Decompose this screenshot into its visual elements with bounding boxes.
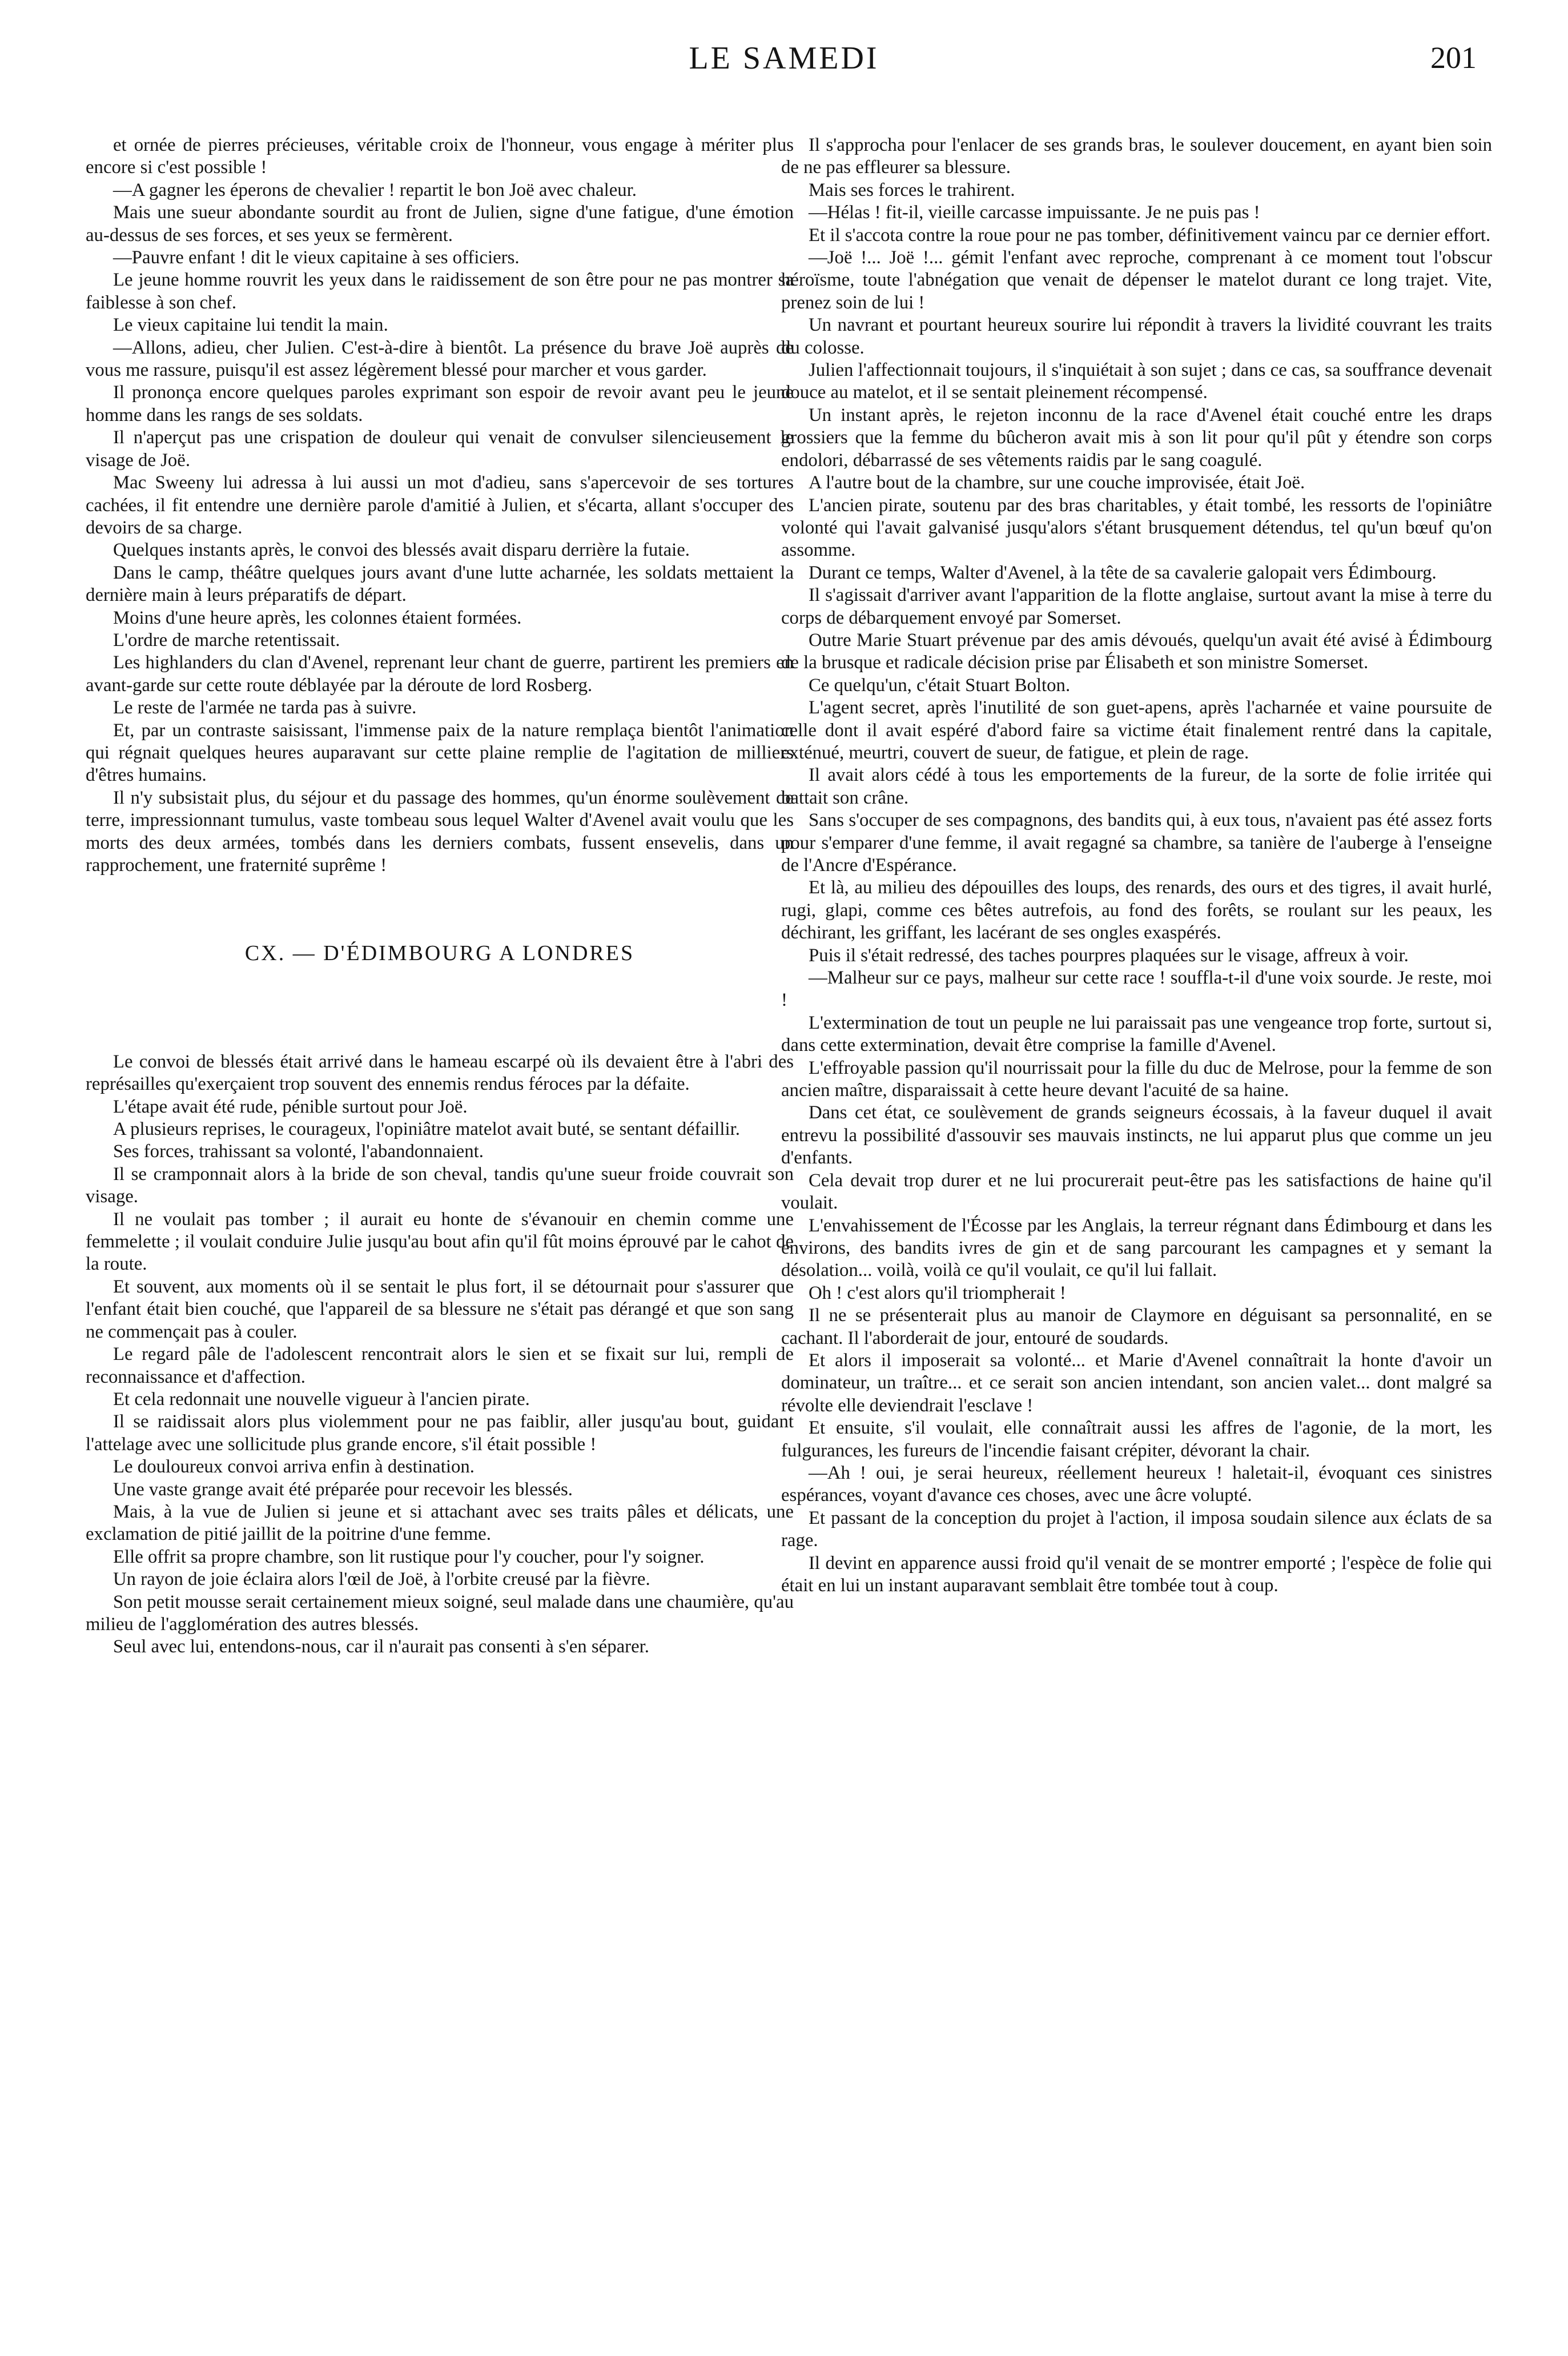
publication-title: LE SAMEDI <box>689 41 879 76</box>
paragraph: Et il s'accota contre la roue pour ne pas tomber, définitivement vaincu par ce dernier effort. <box>809 224 1491 246</box>
paragraph: Il prononça encore quelques paroles exprimant son espoir de revoir avant peu le jeune homme dans les rangs de ses soldats. <box>86 382 794 426</box>
paragraph: Seul avec lui, entendons-nous, car il n'aurait pas consenti à s'en séparer. <box>113 1636 649 1657</box>
paragraph: Et ensuite, s'il voulait, elle connaîtrait aussi les affres de l'agonie, de la mort, les fulgurances, les fureurs de l'incendie faisant crépiter, dévorant la chair. <box>781 1418 1492 1461</box>
section-title: CX. — D'ÉDIMBOURG A LONDRES <box>244 941 635 966</box>
paragraph: —Malheur sur ce pays, malheur sur cette race ! souffla-t-il d'une voix sourde. Je reste, moi ! <box>781 968 1492 1011</box>
paragraph: Son petit mousse serait certainement mieux soigné, seul malade dans une chaumière, qu'au milieu de l'agglomération des autres blessés. <box>86 1591 794 1635</box>
paragraph: L'envahissement de l'Écosse par les Anglais, la terreur régnant dans Édimbourg et dans les environs, des bandits ivres de gin et de sang parcourant les campagnes et y semant la désolation... voilà, voilà ce qu'il voulait, ce qu'il lui fallait. <box>781 1215 1492 1281</box>
paragraph: Et souvent, aux moments où il se sentait le plus fort, il se détournait pour s'assurer que l'enfant était bien couché, que l'appareil de sa blessure ne s'était pas dérangé et que son sang ne commençait pas à couler. <box>86 1276 794 1342</box>
paragraph: Il n'aperçut pas une crispation de douleur qui venait de convulser silencieusement le visage de Joë. <box>86 427 794 471</box>
paragraph: Durant ce temps, Walter d'Avenel, à la tête de sa cavalerie galopait vers Édimbourg. <box>809 562 1437 583</box>
paragraph: Le vieux capitaine lui tendit la main. <box>113 315 388 336</box>
paragraph: Et alors il imposerait sa volonté... et Marie d'Avenel connaîtrait la honte d'avoir un dominateur, un traître... et ce serait son ancien intendant, son ancien valet... dont malgré sa révolte elle deviendrait l'esclave ! <box>781 1350 1492 1416</box>
paragraph: Une vaste grange avait été préparée pour recevoir les blessés. <box>113 1479 573 1500</box>
paragraph: —Ah ! oui, je serai heureux, réellement heureux ! haletait-il, évoquant ces sinistres espérances, voyant d'avance ces choses, avec une âcre volupté. <box>781 1462 1492 1506</box>
paragraph: Puis il s'était redressé, des taches pourpres plaquées sur le visage, affreux à voir. <box>809 945 1409 966</box>
paragraph: Ses forces, trahissant sa volonté, l'abandonnaient. <box>113 1141 484 1162</box>
paragraph: L'étape avait été rude, pénible surtout pour Joë. <box>113 1096 468 1117</box>
left-column <box>86 134 794 1659</box>
paragraph: Et passant de la conception du projet à l'action, il imposa soudain silence aux éclats de sa rage. <box>781 1507 1492 1551</box>
left-column-paragraphs <box>86 134 794 877</box>
paragraph: L'ancien pirate, soutenu par des bras charitables, y était tombé, les ressorts de l'opiniâtre volonté qui l'avait galvanisé jusqu'alors s'étant brusquement détendus, tel qu'un bœuf qu'on assomme. <box>781 495 1492 561</box>
paragraph: A l'autre bout de la chambre, sur une couche improvisée, était Joë. <box>809 472 1305 493</box>
paragraph: —Allons, adieu, cher Julien. C'est-à-dire à bientôt. La présence du brave Joë auprès de vous me rassure, puisqu'il est assez légèrement blessé pour marcher et vous garder. <box>86 337 794 381</box>
paragraph: Les highlanders du clan d'Avenel, reprenant leur chant de guerre, partirent les premiers en avant-garde sur cette route déblayée par la déroute de lord Rosberg. <box>86 652 794 696</box>
paragraph: Oh ! c'est alors qu'il triompherait ! <box>809 1282 1066 1303</box>
paragraph: Le convoi de blessés était arrivé dans le hameau escarpé où ils devaient être à l'abri des représailles qu'exerçaient trop souvent des ennemis rendus féroces par la défaite. <box>86 1051 794 1095</box>
paragraph: —Pauvre enfant ! dit le vieux capitaine à ses officiers. <box>113 247 520 268</box>
paragraph: Et, par un contraste saisissant, l'immense paix de la nature remplaça bientôt l'animation qui régnait quelques heures auparavant sur cette plaine remplie de l'agitation de milliers d'êtres humains. <box>86 720 794 786</box>
paragraph: L'extermination de tout un peuple ne lui paraissait pas une vengeance trop forte, surtout si, dans cette extermination, devait être comprise la famille d'Avenel. <box>781 1012 1492 1056</box>
paragraph: —A gagner les éperons de chevalier ! repartit le bon Joë avec chaleur. <box>113 179 637 200</box>
running-head <box>91 40 1477 80</box>
paragraph: Il se raidissait alors plus violemment pour ne pas faiblir, aller jusqu'au bout, guidant l'attelage avec une sollicitude plus grande encore, s'il était possible ! <box>86 1411 794 1455</box>
paragraph: Le regard pâle de l'adolescent rencontrait alors le sien et se fixait sur lui, rempli de reconnaissance et d'affection. <box>86 1344 794 1387</box>
paragraph: Outre Marie Stuart prévenue par des amis dévoués, quelqu'un avait été avisé à Édimbourg de la brusque et radicale décision prise par Élisabeth et son ministre Somerset. <box>781 629 1492 673</box>
paragraph: Julien l'affectionnait toujours, il s'inquiétait à son sujet ; dans ce cas, sa souffrance devenait douce au matelot, et il se sentait pleinement récompensé. <box>781 360 1492 403</box>
paragraph: Et là, au milieu des dépouilles des loups, des renards, des ours et des tigres, il avait hurlé, rugi, glapi, comme ces bêtes autrefois, au fond des forêts, se roulant sur les peaux, les déchirant, les griffant, les lacérant de ses ongles exaspérés. <box>781 877 1492 944</box>
paragraph: Un instant après, le rejeton inconnu de la race d'Avenel était couché entre les draps grossiers que la femme du bûcheron avait mis à son lit pour qu'il pût y étendre son corps endolori, débarrassé de ses vêtements raidis par le sang coagulé. <box>781 404 1492 471</box>
paragraph: Il devint en apparence aussi froid qu'il venait de se montrer emporté ; l'espèce de folie qui était en lui un instant auparavant semblait être tombée tout à coup. <box>781 1552 1492 1596</box>
paragraph: L'ordre de marche retentissait. <box>113 629 340 651</box>
paragraph: Il s'agissait d'arriver avant l'apparition de la flotte anglaise, surtout avant la mise à terre du corps de débarquement envoyé par Somerset. <box>781 585 1492 628</box>
paragraph: Ce quelqu'un, c'était Stuart Bolton. <box>809 675 1071 696</box>
paragraph: Moins d'une heure après, les colonnes étaient formées. <box>113 607 522 628</box>
paragraph: Elle offrit sa propre chambre, son lit rustique pour l'y coucher, pour l'y soigner. <box>113 1546 705 1567</box>
paragraph: L'agent secret, après l'inutilité de son guet-apens, après l'acharnée et vaine poursuite de celle dont il avait espéré d'abord faire sa victime était finalement rentré dans la capitale, exténué, meurtri, couvert de sueur, de fatigue, et plein de rage. <box>781 697 1492 763</box>
paragraph: Mais ses forces le trahirent. <box>809 179 1015 200</box>
paragraph: Il ne voulait pas tomber ; il aurait eu honte de s'évanouir en chemin comme une femmelette ; il voulait conduire Julie jusqu'au bout afin qu'il fût moins éprouvé par le cahot de la route. <box>86 1209 794 1275</box>
right-column <box>781 134 1492 1597</box>
paragraph: Il avait alors cédé à tous les emportements de la fureur, de la sorte de folie irritée qui battait son crâne. <box>781 765 1492 808</box>
paragraph: Un rayon de joie éclaira alors l'œil de Joë, à l'orbite creusé par la fièvre. <box>113 1569 650 1590</box>
paragraph: Un navrant et pourtant heureux sourire lui répondit à travers la lividité couvrant les traits du colosse. <box>781 315 1492 358</box>
right-column-paragraphs <box>781 134 1492 1597</box>
paragraph: Le jeune homme rouvrit les yeux dans le raidissement de son être pour ne pas montrer sa faiblesse à son chef. <box>86 270 794 313</box>
paragraph: Il n'y subsistait plus, du séjour et du passage des hommes, qu'un énorme soulèvement de terre, impressionnant tumulus, vaste tombeau sous lequel Walter d'Avenel avait voulu que les morts des deux armées, tombés dans les derniers combats, fussent ensevelis, dans un rapprochement, une fraternité suprême ! <box>86 787 794 876</box>
paragraph: Mais, à la vue de Julien si jeune et si attachant avec ses traits pâles et délicats, une exclamation de pitié jaillit de la poitrine d'une femme. <box>86 1501 794 1545</box>
paragraph: Quelques instants après, le convoi des blessés avait disparu derrière la futaie. <box>113 540 690 561</box>
page-number: 201 <box>1430 41 1477 75</box>
paragraph: —Joë !... Joë !... gémit l'enfant avec reproche, comprenant à ce moment tout l'obscur héroïsme, toute l'abnégation que venait de dépenser le matelot durant ce long trajet. Vite, prenez soin de lui ! <box>781 247 1492 313</box>
paragraph: Le reste de l'armée ne tarda pas à suivre. <box>113 697 417 719</box>
paragraph: Le douloureux convoi arriva enfin à destination. <box>113 1456 475 1478</box>
paragraph: Sans s'occuper de ses compagnons, des bandits qui, à eux tous, n'avaient pas été assez forts pour s'emparer d'une femme, il avait regagné sa chambre, sa tanière de l'auberge à l'enseigne de l'Ancre d'Espérance. <box>781 810 1492 876</box>
paragraph: Mais une sueur abondante sourdit au front de Julien, signe d'une fatigue, d'une émotion au-dessus de ses forces, et ses yeux se fermèrent. <box>86 202 794 246</box>
paragraph: Dans cet état, ce soulèvement de grands seigneurs écossais, à la faveur duquel il avait entrevu la possibilité d'assouvir ses mauvais instincts, ne lui apparut plus que comme un jeu d'enfants. <box>781 1102 1492 1169</box>
paragraph: —Hélas ! fit-il, vieille carcasse impuissante. Je ne puis pas ! <box>809 202 1260 223</box>
paragraph: Il s'approcha pour l'enlacer de ses grands bras, le soulever doucement, en ayant bien soin de ne pas effleurer sa blessure. <box>781 135 1492 178</box>
paragraph: Il ne se présenterait plus au manoir de Claymore en déguisant sa personnalité, en se cachant. Il l'aborderait de jour, entouré de soudards. <box>781 1305 1492 1348</box>
paragraph: L'effroyable passion qu'il nourrissait pour la fille du duc de Melrose, pour la femme de son ancien maître, disparaissait à cette heure devant l'acuité de sa haine. <box>781 1057 1492 1101</box>
paragraph: Il se cramponnait alors à la bride de son cheval, tandis qu'une sueur froide couvrait son visage. <box>86 1163 794 1207</box>
paragraph: Mac Sweeny lui adressa à lui aussi un mot d'adieu, sans s'apercevoir de ses tortures cachées, il fit entendre une dernière parole d'amitié à Julien, et s'écarta, allant s'occuper des devoirs de sa charge. <box>86 472 794 538</box>
paragraph: A plusieurs reprises, le courageux, l'opiniâtre matelot avait buté, se sentant défaillir. <box>113 1119 740 1140</box>
paragraph: Et cela redonnait une nouvelle vigueur à l'ancien pirate. <box>113 1388 530 1410</box>
left-column-chapter-text <box>86 1051 794 1659</box>
paragraph: Dans le camp, théâtre quelques jours avant d'une lutte acharnée, les soldats mettaient la dernière main à leurs préparatifs de départ. <box>86 562 794 606</box>
paragraph: Cela devait trop durer et ne lui procurerait peut-être pas les satisfactions de haine qu'il voulait. <box>781 1170 1492 1214</box>
paragraph: et ornée de pierres précieuses, véritable croix de l'honneur, vous engage à mériter plus encore si c'est possible ! <box>86 135 794 178</box>
